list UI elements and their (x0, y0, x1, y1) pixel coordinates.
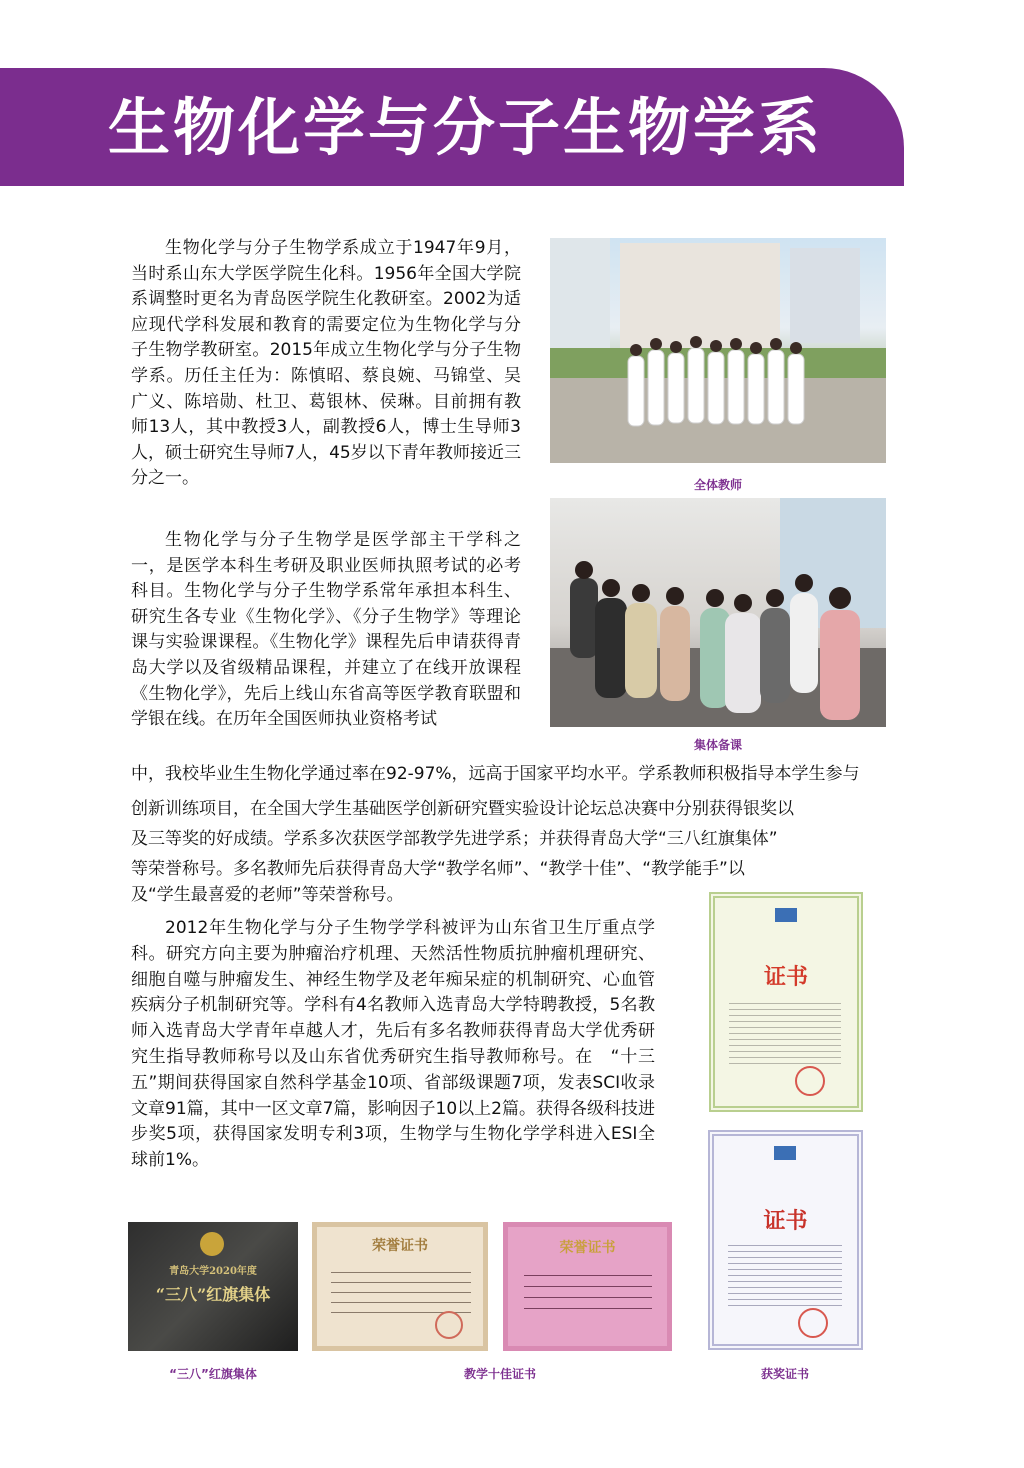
pink-certificate (503, 1222, 672, 1351)
cert-green-title: 证书 (763, 964, 808, 990)
sanba-plaque (128, 1222, 298, 1351)
cert-blue-body (728, 1240, 842, 1310)
teaching-line-3: 及三等奖的好成绩。学系多次获医学部教学先进学系；并获得青岛大学“三八红旗集体” (131, 829, 778, 849)
plaque-line-2: “三八”红旗集体 (155, 1285, 271, 1304)
page-title: 生物化学与分子生物学系 (108, 91, 824, 164)
group-prep-illustration (550, 498, 886, 727)
caption-all-teachers: 全体教师 (693, 478, 742, 492)
honor-cert-title: 荣誉证书 (372, 1238, 428, 1254)
pink-cert-title: 荣誉证书 (559, 1240, 616, 1256)
caption-award: 获奖证书 (760, 1367, 809, 1381)
honor-cert-body (331, 1263, 471, 1313)
teaching-paragraph: 生物化学与分子生物学是医学部主干学科之一，是医学本科生考研及职业医师执照考试的必考科目。生物化学与分子生物学系常年承担本科生、研究生各专业《生物化学》、《分子生物学》等理论课与实验课课程。《生物化学》课程先后申请获得青岛大学以及省级精品课程，并建立了在线开放课程《生物化学》，先后上线山东省高等医学教育联盟和学银在线。在历年全国医师执业资格考试 (131, 530, 521, 730)
caption-group-prep: 集体备课 (693, 738, 742, 752)
teaching-line-1: 中，我校毕业生生物化学通过率在92-97%，远高于国家平均水平。学系教师积极指导本学生参与 (131, 764, 860, 784)
cert-green-seal-icon (795, 1066, 825, 1096)
cert-logo-icon (775, 908, 797, 922)
teaching-line-2: 创新训练项目，在全国大学生基础医学创新研究暨实验设计论坛总决赛中分别获得银奖以 (131, 799, 794, 819)
certificate-green (709, 892, 863, 1112)
research-paragraph: 2012年生物化学与分子生物学学科被评为山东省卫生厅重点学科。研究方向主要为肿瘤治疗机理、天然活性物质抗肿瘤机理研究、细胞自噬与肿瘤发生、神经生物学及老年痴呆症的机制研究、心血管疾病分子机制研究等。学科有4名教师入选青岛大学特聘教授，5名教师入选青岛大学青年卓越人才，先后有多名教师获得青岛大学优秀研究生指导教师称号以及山东省优秀研究生指导教师称号。在 “十三五”期间获得国家自然科学基金10项、省部级课题7项，发表SCI收录文章91篇，其中一区文章7篇，影响因子10以上2篇。获得各级科技进步奖5项，获得国家发明专利3项，生物学与生物化学学科进入ESI全球前1%。 (131, 918, 655, 1171)
plaque-emblem-icon (200, 1232, 224, 1256)
cert-blue-seal-icon (798, 1308, 828, 1338)
cert-blue-title: 证书 (763, 1208, 808, 1234)
honor-certificate (312, 1222, 488, 1351)
pink-cert-body (524, 1265, 652, 1309)
cert-blue-logo-icon (774, 1146, 796, 1160)
teaching-line-4: 等荣誉称号。多名教师先后获得青岛大学“教学名师”、“教学十佳”、“教学能手”以 (131, 859, 745, 879)
group-prep-photo (550, 498, 886, 727)
plaque-line-1: 青岛大学2020年度 (169, 1266, 257, 1277)
cert-green-body (729, 998, 841, 1068)
honor-cert-seal-icon (435, 1311, 463, 1339)
certificate-blue (708, 1130, 863, 1350)
all-teachers-illustration (550, 238, 886, 463)
caption-top-ten: 教学十佳证书 (463, 1367, 536, 1381)
teaching-line-5: 及“学生最喜爱的老师”等荣誉称号。 (131, 885, 404, 905)
all-teachers-photo (550, 238, 886, 463)
caption-sanba: “三八”红旗集体 (169, 1367, 257, 1381)
title-banner (0, 68, 904, 186)
intro-paragraph: 生物化学与分子生物学系成立于1947年9月，当时系山东大学医学院生化科。1956年全国大学院系调整时更名为青岛医学院生化教研室。2002为适应现代学科发展和教育的需要定位为生物化学与分子生物学教研室。2015年成立生物化学与分子生物学系。历任主任为：陈慎昭、蔡良婉、马锦堂、吴广义、陈培勋、杜卫、葛银林、侯琳。目前拥有教师13人，其中教授3人，副教授6人，博士生导师3人，硕士研究生导师7人，45岁以下青年教师接近三分之一。 (131, 238, 521, 489)
